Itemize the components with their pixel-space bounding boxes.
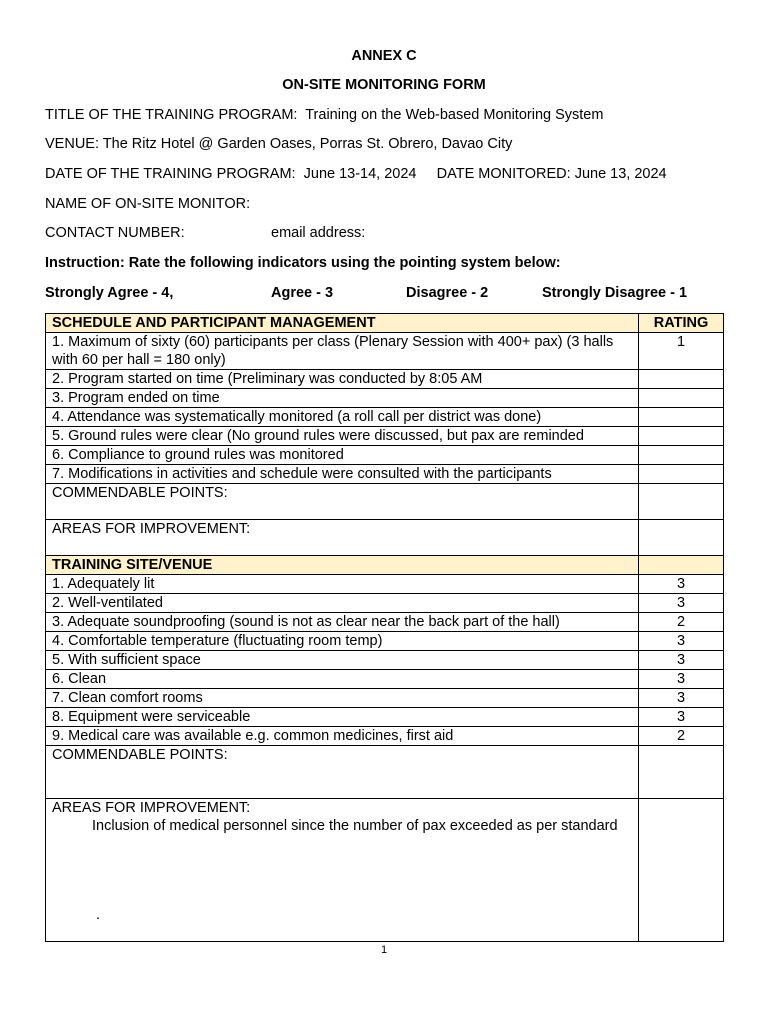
scale-strongly-disagree: Strongly Disagree - 1 (542, 285, 688, 301)
table-row (46, 575, 724, 594)
rating-cell (639, 520, 724, 556)
rating-cell: 1 (639, 333, 724, 370)
venue-value: The Ritz Hotel @ Garden Oases, Porras St. Obrero, Davao City (102, 136, 513, 152)
rating-cell (639, 446, 724, 465)
annex-label: ANNEX C (351, 48, 417, 64)
section-header-schedule (46, 314, 724, 333)
table-row (46, 708, 724, 727)
program-title-line (45, 106, 603, 124)
date-monitored-label: DATE MONITORED: (436, 166, 571, 182)
areas-improvement-label: AREAS FOR IMPROVEMENT: (52, 800, 251, 816)
indicator-text: 9. Medical care was available e.g. common medicines, first aid (46, 727, 639, 746)
table-row (46, 632, 724, 651)
monitor-name-label: NAME OF ON-SITE MONITOR: (45, 196, 251, 212)
rating-cell (639, 484, 724, 520)
commendable-points-row (46, 484, 724, 520)
date-monitored-value: June 13, 2024 (574, 166, 667, 182)
table-row (46, 465, 724, 484)
table-row (46, 594, 724, 613)
rating-scale (45, 284, 735, 302)
table-row (46, 370, 724, 389)
areas-improvement-cell (46, 799, 639, 942)
rating-cell: 3 (639, 575, 724, 594)
venue-line (45, 135, 512, 153)
indicator-text: 6. Compliance to ground rules was monitored (46, 446, 639, 465)
contact-number-label: CONTACT NUMBER: (45, 225, 185, 241)
rating-cell (639, 465, 724, 484)
rating-cell (639, 408, 724, 427)
areas-improvement-label: AREAS FOR IMPROVEMENT: (46, 520, 639, 556)
program-date-value: June 13-14, 2024 (303, 166, 417, 182)
form-title: ON-SITE MONITORING FORM (282, 77, 486, 93)
improvement-note: Inclusion of medical personnel since the number of pax exceeded as per standard (92, 818, 618, 834)
indicator-text: 5. With sufficient space (46, 651, 639, 670)
table-row (46, 427, 724, 446)
indicator-text: 7. Clean comfort rooms (46, 689, 639, 708)
rating-cell: 2 (639, 727, 724, 746)
indicator-text: 4. Comfortable temperature (fluctuating room temp) (46, 632, 639, 651)
indicator-text: 3. Adequate soundproofing (sound is not as clear near the back part of the hall) (46, 613, 639, 632)
table-row (46, 389, 724, 408)
indicator-text: 1. Adequately lit (46, 575, 639, 594)
indicator-text: 2. Well-ventilated (46, 594, 639, 613)
scale-disagree: Disagree - 2 (406, 285, 489, 301)
rating-header: RATING (639, 314, 724, 333)
rating-cell (639, 370, 724, 389)
table-row (46, 408, 724, 427)
rating-cell: 3 (639, 594, 724, 613)
table-row (46, 446, 724, 465)
commendable-points-row (46, 746, 724, 799)
areas-improvement-row (46, 520, 724, 556)
email-address-label: email address: (271, 225, 366, 241)
indicator-text: 5. Ground rules were clear (No ground rules were discussed, but pax are reminded (46, 427, 639, 446)
table-row (46, 613, 724, 632)
rating-cell (639, 746, 724, 799)
indicator-text: 2. Program started on time (Preliminary was conducted by 8:05 AM (46, 370, 639, 389)
rating-cell: 3 (639, 689, 724, 708)
table-row (46, 670, 724, 689)
section-title: SCHEDULE AND PARTICIPANT MANAGEMENT (46, 314, 639, 333)
rating-cell: 3 (639, 708, 724, 727)
indicator-text: 1. Maximum of sixty (60) participants per class (Plenary Session with 400+ pax) (3 halls with 60 per hall = 180 only) (46, 333, 639, 370)
program-date-label: DATE OF THE TRAINING PROGRAM: (45, 166, 296, 182)
table-row (46, 689, 724, 708)
indicator-text: 6. Clean (46, 670, 639, 689)
indicator-text: 4. Attendance was systematically monitored (a roll call per district was done) (46, 408, 639, 427)
table-row (46, 651, 724, 670)
instruction-text: Instruction: Rate the following indicators using the pointing system below: (45, 255, 561, 271)
section-title: TRAINING SITE/VENUE (46, 556, 639, 575)
venue-label: VENUE: (45, 136, 99, 152)
areas-improvement-row (46, 799, 724, 942)
rating-cell: 3 (639, 632, 724, 651)
commendable-points-label: COMMENDABLE POINTS: (46, 484, 639, 520)
rating-cell: 3 (639, 670, 724, 689)
monitoring-table (45, 313, 724, 942)
table-row (46, 727, 724, 746)
page-number: 1 (380, 944, 388, 956)
indicator-text: 3. Program ended on time (46, 389, 639, 408)
program-title-value: Training on the Web-based Monitoring System (305, 107, 604, 123)
section-header-venue (46, 556, 724, 575)
rating-cell (639, 427, 724, 446)
commendable-points-label: COMMENDABLE POINTS: (46, 746, 639, 799)
trailing-mark: . (96, 907, 101, 923)
table-row (46, 333, 724, 370)
program-title-label: TITLE OF THE TRAINING PROGRAM: (45, 107, 298, 123)
date-line (45, 165, 667, 183)
rating-cell (639, 556, 724, 575)
rating-cell: 2 (639, 613, 724, 632)
scale-strongly-agree: Strongly Agree - 4, (45, 285, 174, 301)
indicator-text: 8. Equipment were serviceable (46, 708, 639, 727)
rating-cell (639, 799, 724, 942)
indicator-text: 7. Modifications in activities and schedule were consulted with the participants (46, 465, 639, 484)
rating-cell (639, 389, 724, 408)
scale-agree: Agree - 3 (271, 285, 334, 301)
rating-cell: 3 (639, 651, 724, 670)
